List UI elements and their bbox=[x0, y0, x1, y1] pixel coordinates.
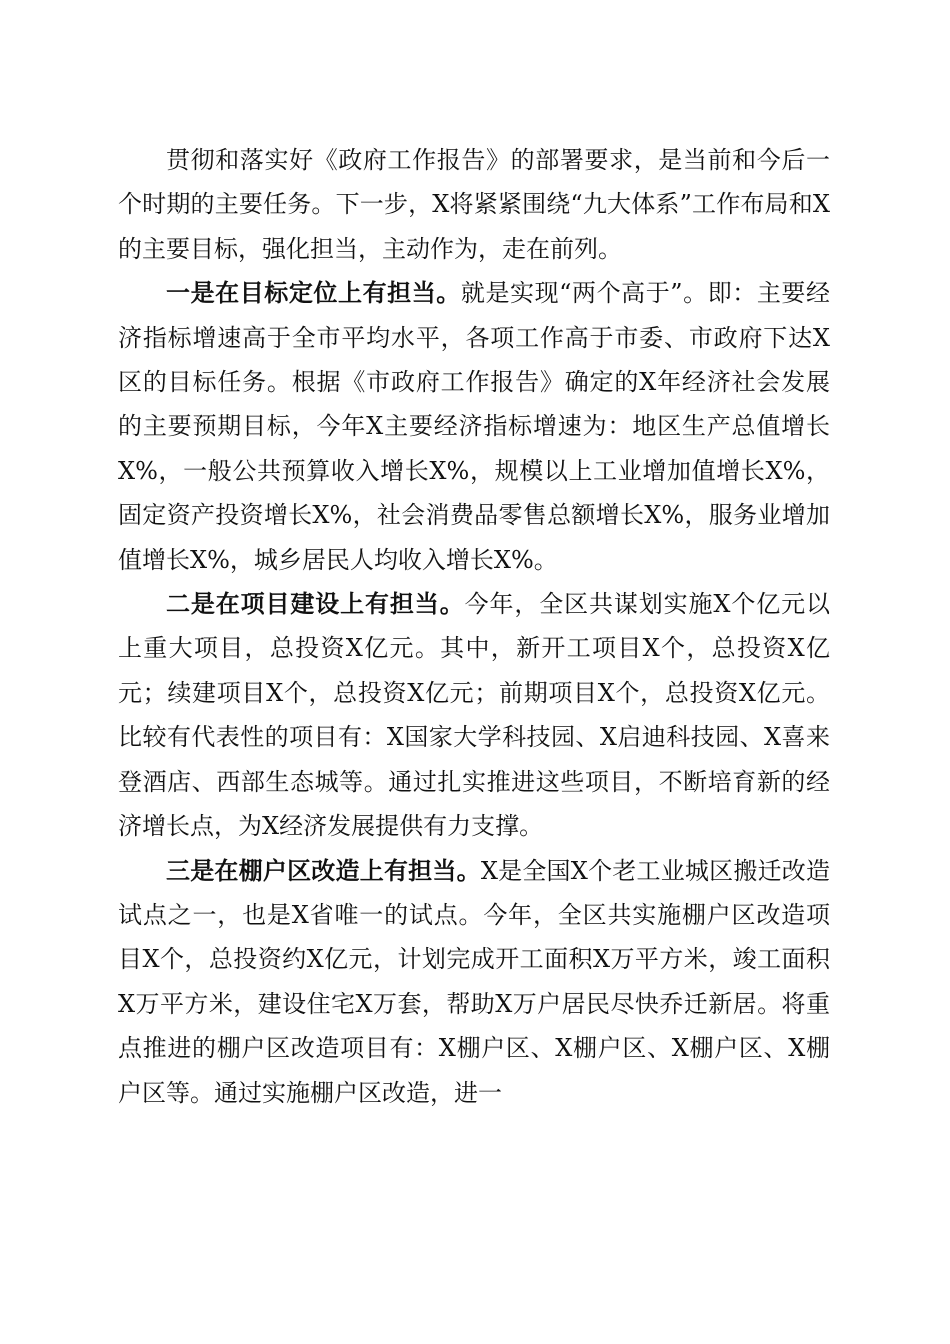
section-text-1: 就是实现“两个高于”。即：主要经济指标增速高于全市平均水平，各项工作高于市委、市政府下达X区的目标任务。根据《市政府工作报告》确定的X年经济社会发展的主要预期目标，今年X主要经济指标增速为：地区生产总值增长X%，一般公共预算收入增长X%，规模以上工业增加值增长X%，固定资产投资增长X%，社会消费品零售总额增长X%，服务业增加值增长X%，城乡居民人均收入增长X%。 bbox=[118, 279, 830, 574]
section-paragraph-1 bbox=[118, 271, 830, 582]
intro-paragraph bbox=[118, 138, 830, 271]
section-heading-1: 一是在目标定位上有担当。 bbox=[166, 278, 461, 308]
section-text-2: 今年，全区共谋划实施X个亿元以上重大项目，总投资X亿元。其中，新开工项目X个，总投资X亿元；续建项目X个，总投资X亿元；前期项目X个，总投资X亿元。比较有代表性的项目有：X国家大学科技园、X启迪科技园、X喜来登酒店、西部生态城等。通过扎实推进这些项目，不断培育新的经济增长点，为X经济发展提供有力支撑。 bbox=[118, 590, 830, 841]
section-paragraph-2 bbox=[118, 582, 830, 848]
section-text-3: X是全国X个老工业城区搬迁改造试点之一，也是X省唯一的试点。今年，全区共实施棚户区改造项目X个，总投资约X亿元，计划完成开工面积X万平方米，竣工面积X万平方米，建设住宅X万套，帮助X万户居民尽快乔迁新居。将重点推进的棚户区改造项目有：X棚户区、X棚户区、X棚户区、X棚户区等。通过实施棚户区改造，进一 bbox=[118, 856, 831, 1107]
document-body bbox=[118, 138, 830, 1115]
intro-text: 贯彻和落实好《政府工作报告》的部署要求，是当前和今后一个时期的主要任务。下一步，X将紧紧围绕“九大体系”工作布局和X的主要目标，强化担当，主动作为，走在前列。 bbox=[118, 146, 830, 263]
section-heading-2: 二是在项目建设上有担当。 bbox=[166, 589, 465, 619]
section-heading-3: 三是在棚户区改造上有担当。 bbox=[166, 855, 481, 885]
section-paragraph-3 bbox=[118, 849, 830, 1115]
